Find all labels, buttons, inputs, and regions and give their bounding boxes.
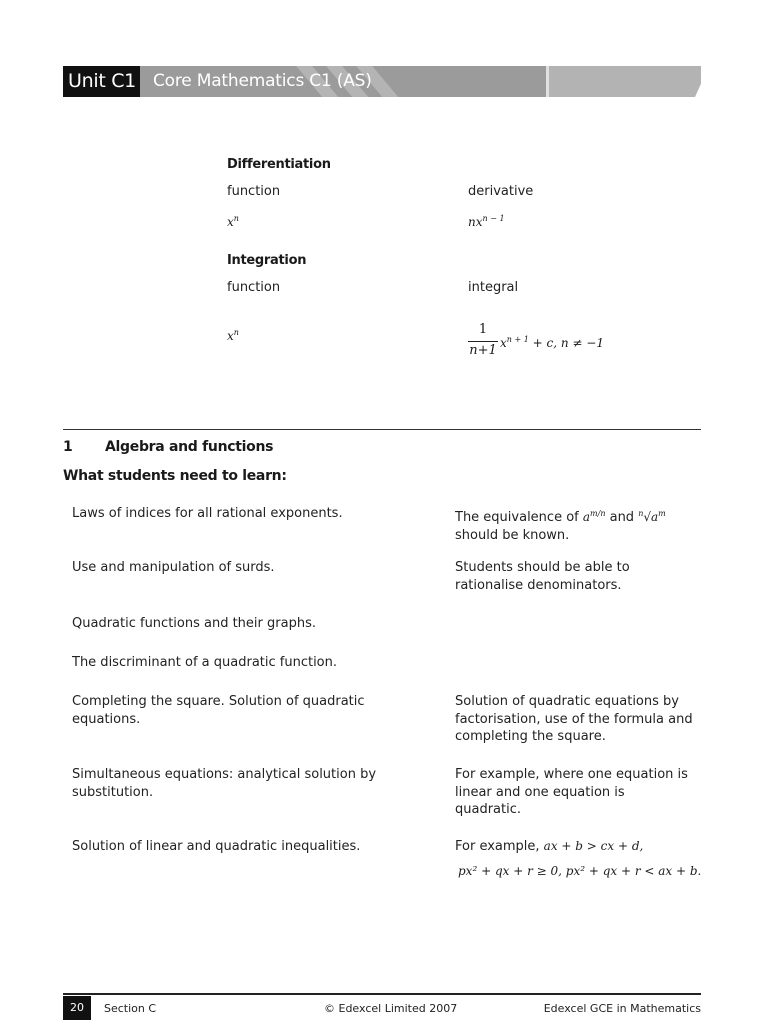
- differentiation-derivative: $nx^{n - 1}$: [468, 214, 505, 229]
- row-left-discriminant: The discriminant of a quadratic function.: [72, 655, 338, 670]
- header-corner-cut: [695, 66, 701, 97]
- row-right-inequalities-line2: px² + qx + r ≥ 0, px² + qx + r < ax + b.: [458, 864, 702, 878]
- footer-rule: [63, 993, 701, 995]
- footer-publication: Edexcel GCE in Mathematics: [543, 1002, 701, 1015]
- row-right-indices: The equivalence of $a^{m/n}$ and $^n√a^m$ should be known.: [455, 509, 666, 543]
- row-right-simultaneous: For example, where one equation is linear and one equation is quadratic.: [455, 767, 688, 817]
- integration-integral: $x^{n + 1} + c$, n ≠ −1: [500, 335, 604, 350]
- fraction-numerator: 1: [478, 322, 488, 337]
- header-separator: [546, 66, 549, 97]
- footer-copyright: © Edexcel Limited 2007: [324, 1002, 458, 1015]
- fraction-denominator: n+1: [469, 343, 497, 358]
- section-number: 1: [63, 439, 73, 455]
- row-left-inequalities: Solution of linear and quadratic inequalities.: [72, 839, 361, 854]
- unit-title: Core Mathematics C1 (AS): [153, 71, 372, 91]
- section-title: Algebra and functions: [105, 439, 274, 455]
- differentiation-heading: Differentiation: [227, 157, 331, 172]
- row-right-surds: Students should be able to rationalise denominators.: [455, 560, 630, 593]
- integration-col-function: function: [227, 280, 281, 295]
- page-number: 20: [63, 996, 91, 1020]
- differentiation-function: $x^n$: [227, 214, 239, 229]
- integration-fraction: [468, 322, 498, 358]
- unit-label: Unit C1: [63, 66, 140, 97]
- row-left-indices: Laws of indices for all rational exponents.: [72, 506, 343, 521]
- row-right-completing-square: Solution of quadratic equations by factorisation, use of the formula and completing the square.: [455, 694, 693, 744]
- differentiation-col-derivative: derivative: [468, 184, 534, 199]
- section-subheading: What students need to learn:: [63, 468, 287, 484]
- fraction-bar: [468, 341, 498, 342]
- footer-section: Section C: [104, 1002, 157, 1015]
- integration-heading: Integration: [227, 253, 307, 268]
- header-band: [63, 66, 701, 97]
- row-left-surds: Use and manipulation of surds.: [72, 560, 275, 575]
- integration-function: $x^n$: [227, 328, 239, 343]
- section-divider: [63, 429, 701, 430]
- header-right-panel: [549, 66, 701, 97]
- integration-col-integral: integral: [468, 280, 519, 295]
- row-right-inequalities: For example, ax + b > cx + d,: [455, 839, 644, 854]
- differentiation-col-function: function: [227, 184, 281, 199]
- row-left-simultaneous: Simultaneous equations: analytical solution by substitution.: [72, 767, 377, 800]
- row-left-quadratic-graphs: Quadratic functions and their graphs.: [72, 616, 316, 631]
- row-left-completing-square: Completing the square. Solution of quadratic equations.: [72, 694, 365, 727]
